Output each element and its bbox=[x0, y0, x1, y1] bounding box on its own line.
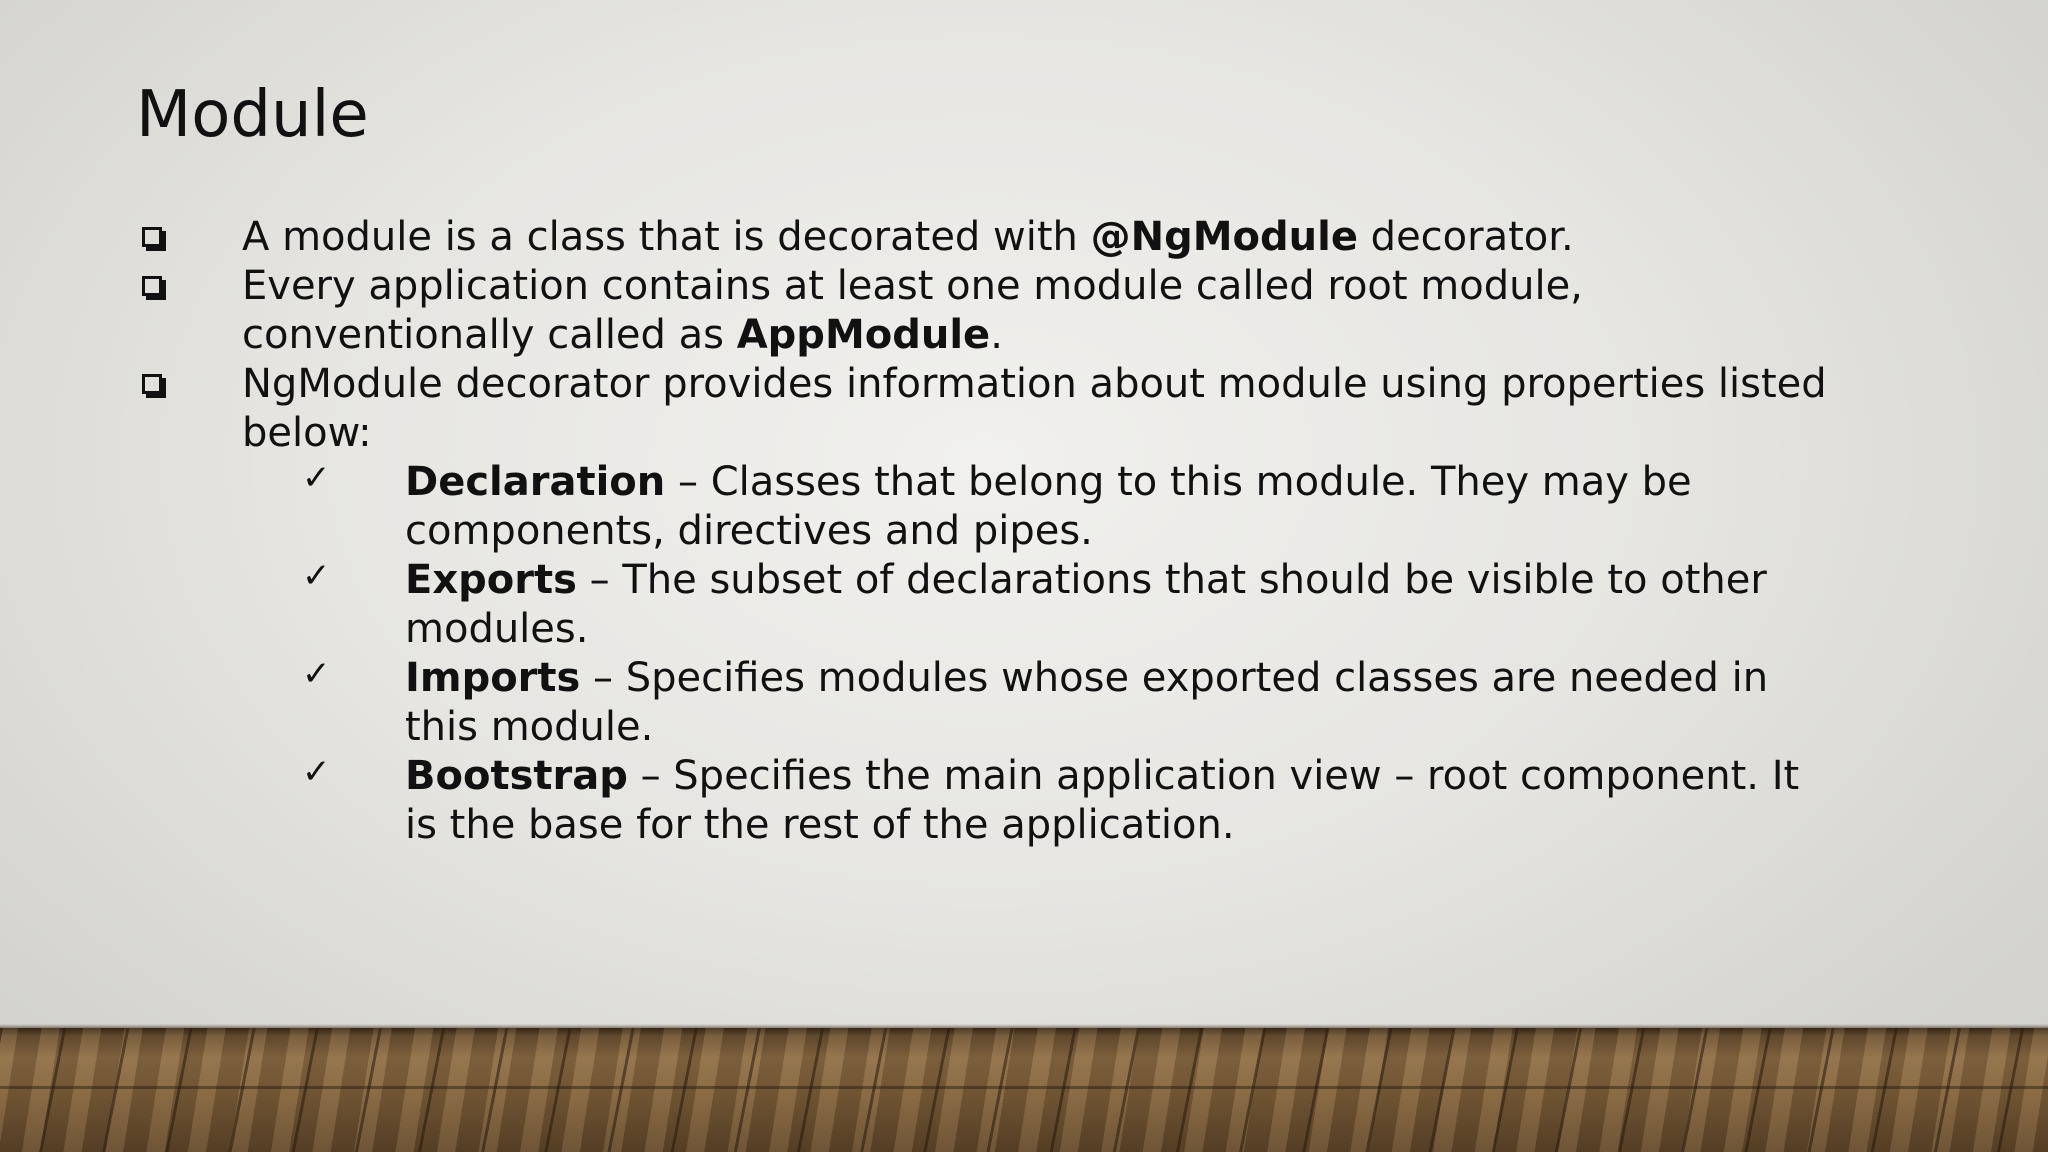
slide-content bbox=[136, 213, 1916, 850]
bullet-line: Every application contains at least one module called root module, bbox=[242, 263, 1583, 309]
bullet-line bbox=[242, 311, 1916, 360]
bullet-text: decorator. bbox=[1357, 214, 1574, 260]
bullet-bold-term: @NgModule bbox=[1090, 214, 1358, 260]
bullet-item bbox=[136, 213, 1916, 262]
checkmark-icon: ✓ bbox=[302, 654, 331, 694]
property-name: Exports bbox=[405, 557, 577, 603]
property-description: – Specifies modules whose exported classes are needed in bbox=[580, 655, 1769, 701]
square-bullet-icon bbox=[142, 276, 162, 296]
property-description: – The subset of declarations that should be visible to other bbox=[576, 557, 1767, 603]
bullet-line: below: bbox=[242, 410, 372, 456]
property-item-exports bbox=[136, 556, 1916, 654]
checkmark-icon: ✓ bbox=[302, 556, 331, 596]
property-line bbox=[405, 654, 1916, 703]
property-line: this module. bbox=[405, 704, 654, 750]
square-bullet-icon bbox=[142, 227, 162, 247]
bullet-text: conventionally called as bbox=[242, 312, 737, 358]
slide-title: Module bbox=[136, 78, 369, 152]
property-name: Declaration bbox=[405, 459, 666, 505]
checkmark-icon: ✓ bbox=[302, 458, 331, 498]
bullet-bold-term: AppModule bbox=[736, 312, 991, 358]
wooden-floor bbox=[0, 1028, 2048, 1152]
bullet-item bbox=[136, 262, 1916, 360]
property-line bbox=[405, 556, 1916, 605]
property-description: – Specifies the main application view – root component. It bbox=[627, 753, 1800, 799]
bullet-text: . bbox=[990, 312, 1003, 358]
property-item-declaration bbox=[136, 458, 1916, 556]
property-item-bootstrap bbox=[136, 752, 1916, 850]
property-item-imports bbox=[136, 654, 1916, 752]
property-line: is the base for the rest of the application. bbox=[405, 802, 1235, 848]
bullet-text: A module is a class that is decorated with bbox=[242, 214, 1091, 260]
checkmark-icon: ✓ bbox=[302, 752, 331, 792]
property-line: modules. bbox=[405, 606, 589, 652]
bullet-item bbox=[136, 360, 1916, 458]
property-description: – Classes that belong to this module. They may be bbox=[665, 459, 1692, 505]
property-line bbox=[405, 752, 1916, 801]
property-name: Bootstrap bbox=[405, 753, 628, 799]
property-name: Imports bbox=[405, 655, 581, 701]
square-bullet-icon bbox=[142, 374, 162, 394]
bullet-line: NgModule decorator provides information about module using properties listed bbox=[242, 361, 1827, 407]
property-line: components, directives and pipes. bbox=[405, 508, 1093, 554]
property-line bbox=[405, 458, 1916, 507]
